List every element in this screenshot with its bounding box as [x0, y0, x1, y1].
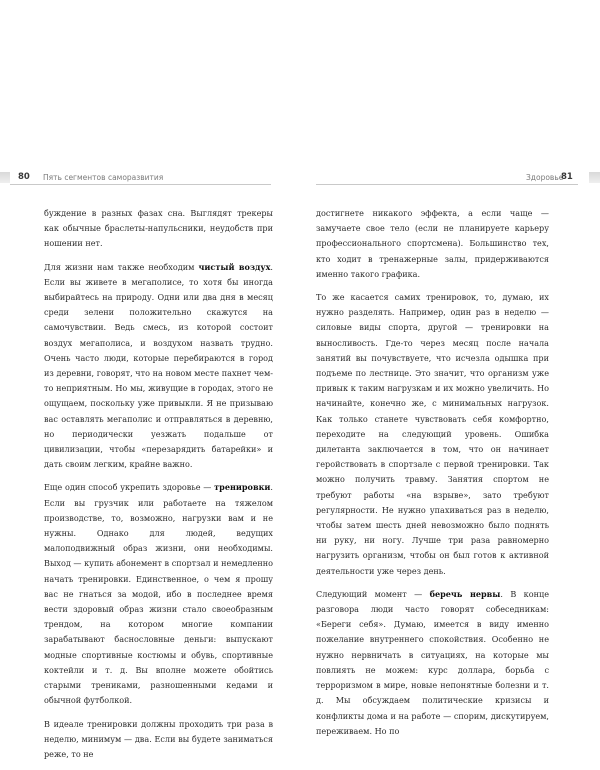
paragraph: Еще один способ укрепить здоровье — тренировки. Если вы грузчик или работаете на тяжелом производстве, то, возможно, нагрузки вам и не нужны. Однако для людей, ведущих малоподвижный образ жизни, они необходимы. Выход — купить абонемент в спортзал и немедленно начать тренировки. Единственное, о чем я прошу вас не гнаться за модой, ибо в последнее время вести здоровый образ жизни стало своеобразным трендом, на котором многие компании зарабатывают баснословные деньги: выпускают модные спортивные костюмы и обувь, спортивные коктейли и т. д. Вы вполне можете обойтись старыми трениками, разношенными кедами и обычной футболкой. — [44, 482, 273, 706]
paragraph: То же касается самих тренировок, то, думаю, их нужно разделять. Например, один раз в неделю — силовые виды спорта, другой — тренировки на выносливость. Где-то через месяц после начала занятий вы почувствуете, что исчезла одышка при подъеме по лестнице. Это значит, что организм уже привык к таким нагрузкам и их можно увеличить. Но начинайте, конечно же, с минимальных нагрузок. Как только станете чувствовать себя комфортно, переходите на следующий уровень. Ошибка дилетанта заключается в том, что он начинает геройствовать в спортзале с первой тренировки. Так можно получить травму. Занятия спортом не требуют работы «на взрыве», зато требуют регулярности. Не нужно упахиваться раз в неделю, чтобы затем шесть дней невозможно было поднять ни руку, ни ногу. Лучше три раза равномерно нагрузить организм, чтобы он был готов к активной деятельности уже через день. — [316, 292, 549, 576]
paragraph: достигнете никакого эффекта, а если чаще — замучаете свое тело (если не планируете карьеру профессионального спортсмена). Большинство тех, кто ходит в тренажерные залы, придерживаются именно такого графика. — [316, 208, 549, 279]
page-number-left: 80 — [18, 172, 30, 182]
emphasis: тренировки — [214, 482, 271, 493]
paragraph: буждение в разных фазах сна. Выглядят трекеры как обычные браслеты-напульсники, неудобств при ношении нет. — [44, 208, 273, 249]
header-rule-right — [316, 184, 578, 185]
header-bar-left — [0, 172, 10, 183]
right-page-body — [316, 206, 549, 747]
header-bar-right — [589, 172, 600, 183]
header-rule-left — [10, 184, 271, 185]
running-head-left: Пять сегментов саморазвития — [43, 173, 164, 182]
running-head-right: Здоровье — [526, 173, 564, 182]
emphasis: беречь нервы — [429, 588, 501, 599]
paragraph: Следующий момент — беречь нервы. В конце разговора люди часто говорят собеседникам: «Береги себя». Думаю, имеется в виду именно пожелание внутреннего спокойствия. Особенно не нужно нервничать в ситуациях, на которые мы повлиять не можем: курс доллара, борьба с терроризмом в мире, новые непонятные болезни и т. д. Мы обсуждаем политические кризисы и конфликты дома и на работе — спорим, дискутируем, переживаем. Но по — [316, 588, 549, 736]
left-page-body — [44, 206, 273, 770]
paragraph: В идеале тренировки должны проходить три раза в неделю, минимум — два. Если вы будете заниматься реже, то не — [44, 718, 273, 759]
emphasis: чистый воздух — [198, 261, 271, 272]
page-number-right: 81 — [561, 172, 573, 182]
paragraph: Для жизни нам также необходим чистый воздух. Если вы живете в мегаполисе, то хотя бы иногда выбирайтесь на природу. Одни или два дня в месяц среди зелени положительно скажутся на самочувствии. Ведь смесь, из которой состоит воздух мегаполиса, и воздухом назвать трудно. Очень часто люди, которые перебираются в город из деревни, говорят, что на новом месте пахнет чем-то неприятным. Но мы, живущие в городах, этого не ощущаем, поскольку уже привыкли. Я не призываю вас оставлять мегаполис и отправляться в деревню, но периодически уезжать подальше от цивилизации, чтобы «перезарядить батарейки» и дать своим легким, крайне важно. — [44, 261, 273, 470]
